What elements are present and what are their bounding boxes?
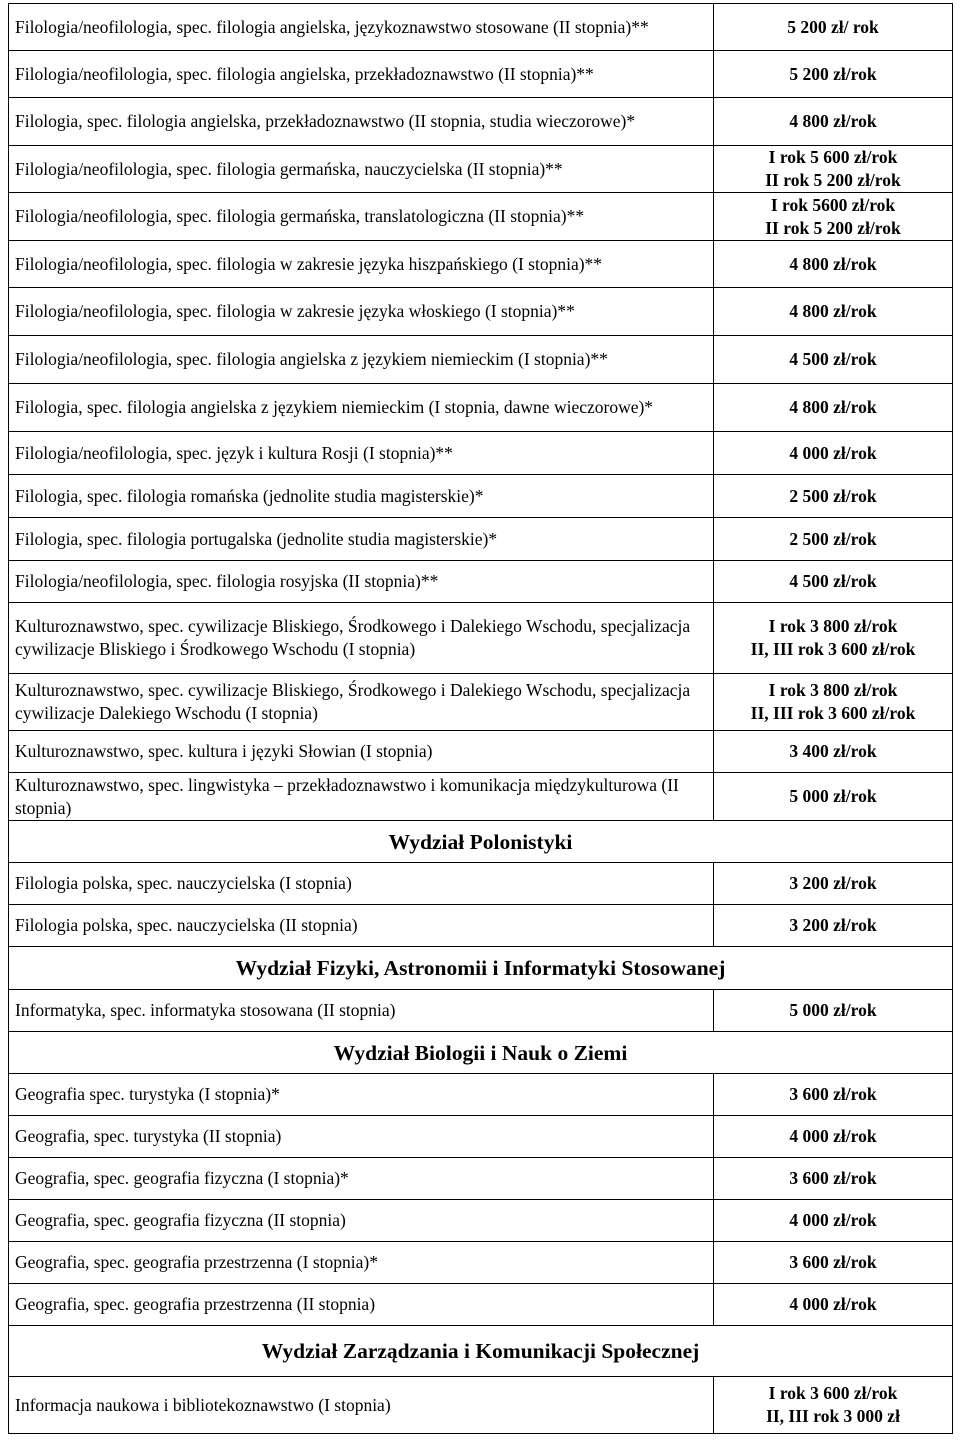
table-row [9, 336, 953, 384]
tuition-fee: 4 000 zł/rok [789, 442, 877, 463]
table-row [9, 603, 953, 674]
table-row [9, 773, 953, 821]
table-row [9, 674, 953, 731]
tuition-fee-cell [714, 518, 953, 561]
tuition-fee-cell [714, 432, 953, 475]
section-title: Wydział Zarządzania i Komunikacji Społecznej [9, 1326, 953, 1377]
tuition-fee-cell [714, 336, 953, 384]
tuition-fee-cell [714, 1074, 953, 1116]
program-name: Geografia, spec. geografia przestrzenna (I stopnia)* [9, 1242, 714, 1284]
section-header-row [9, 1032, 953, 1074]
tuition-fee-cell [714, 241, 953, 288]
tuition-fee-cell [714, 475, 953, 518]
table-row [9, 98, 953, 146]
table-row [9, 4, 953, 51]
table-row [9, 518, 953, 561]
tuition-fee: 4 800 zł/rok [789, 111, 877, 131]
tuition-fee-table-body [9, 4, 953, 1434]
program-name: Filologia, spec. filologia angielska z językiem niemieckim (I stopnia, dawne wieczorowe)* [9, 384, 714, 432]
tuition-fee: 5 200 zł/ rok [787, 16, 879, 37]
table-row [9, 905, 953, 947]
tuition-fee: 4 500 zł/rok [789, 571, 877, 591]
tuition-fee-cell [714, 1158, 953, 1200]
tuition-fee-cell [714, 905, 953, 947]
tuition-fee-cell [714, 98, 953, 146]
tuition-fee-table [8, 3, 953, 1434]
table-row [9, 51, 953, 98]
tuition-fee: 4 800 zł/rok [789, 397, 877, 417]
section-header-row [9, 1326, 953, 1377]
table-row [9, 432, 953, 475]
program-name: Kulturoznawstwo, spec. kultura i języki Słowian (I stopnia) [9, 731, 714, 773]
program-name: Informacja naukowa i bibliotekoznawstwo (I stopnia) [9, 1377, 714, 1434]
section-title: Wydział Fizyki, Astronomii i Informatyki Stosowanej [9, 947, 953, 990]
tuition-fee: 5 200 zł/rok [789, 63, 877, 84]
program-name: Filologia polska, spec. nauczycielska (II stopnia) [9, 905, 714, 947]
tuition-fee-cell [714, 603, 953, 674]
program-name: Filologia/neofilologia, spec. filologia w zakresie języka hiszpańskiego (I stopnia)** [9, 241, 714, 288]
tuition-fee-cell [714, 1200, 953, 1242]
tuition-fee: 4 800 zł/rok [789, 253, 877, 274]
table-row [9, 1158, 953, 1200]
table-row [9, 1074, 953, 1116]
tuition-fee-cell [714, 731, 953, 773]
tuition-fee: I rok 5 600 zł/rok [768, 147, 898, 167]
tuition-fee: 5 000 zł/rok [789, 1000, 877, 1020]
program-name: Filologia/neofilologia, spec. język i kultura Rosji (I stopnia)** [9, 432, 714, 475]
program-name: Kulturoznawstwo, spec. cywilizacje Bliskiego, Środkowego i Dalekiego Wschodu, specjalizacja cywilizacje Bliskiego i Środkowego Wschodu (I stopnia) [9, 603, 714, 674]
table-row [9, 193, 953, 241]
section-header-row [9, 947, 953, 990]
tuition-fee-cell [714, 1284, 953, 1326]
program-name: Kulturoznawstwo, spec. cywilizacje Bliskiego, Środkowego i Dalekiego Wschodu, specjalizacja cywilizacje Dalekiego Wschodu (I stopnia) [9, 674, 714, 731]
program-name: Filologia, spec. filologia angielska, przekładoznawstwo (II stopnia, studia wieczorowe)* [9, 98, 714, 146]
section-title: Wydział Biologii i Nauk o Ziemi [9, 1032, 953, 1074]
tuition-fee: 3 200 zł/rok [789, 915, 877, 935]
tuition-fee-cell [714, 863, 953, 905]
table-row [9, 146, 953, 193]
table-row [9, 288, 953, 336]
tuition-fee: 3 200 zł/rok [789, 873, 877, 893]
program-name: Filologia/neofilologia, spec. filologia angielska z językiem niemieckim (I stopnia)** [9, 336, 714, 384]
tuition-fee: 3 600 zł/rok [789, 1168, 877, 1188]
tuition-fee: I rok 3 600 zł/rok [768, 1383, 898, 1403]
program-name: Geografia, spec. turystyka (II stopnia) [9, 1116, 714, 1158]
tuition-fee-cell [714, 773, 953, 821]
tuition-fee: 3 400 zł/rok [789, 741, 877, 761]
tuition-fee: 2 500 zł/rok [789, 528, 877, 549]
tuition-fee-later-years: II, III rok 3 600 zł/rok [750, 639, 916, 659]
program-name: Filologia/neofilologia, spec. filologia angielska, językoznawstwo stosowane (II stopnia)** [9, 4, 714, 51]
tuition-fee-cell [714, 1116, 953, 1158]
program-name: Filologia/neofilologia, spec. filologia rosyjska (II stopnia)** [9, 561, 714, 603]
tuition-fee: 3 600 zł/rok [789, 1252, 877, 1272]
tuition-fee-cell [714, 51, 953, 98]
program-name: Geografia, spec. geografia fizyczna (II stopnia) [9, 1200, 714, 1242]
section-title: Wydział Polonistyki [9, 821, 953, 863]
section-header-row [9, 821, 953, 863]
table-row [9, 731, 953, 773]
program-name: Filologia polska, spec. nauczycielska (I stopnia) [9, 863, 714, 905]
tuition-fee: 4 800 zł/rok [789, 301, 877, 321]
table-row [9, 990, 953, 1032]
tuition-fee-cell [714, 1242, 953, 1284]
program-name: Filologia/neofilologia, spec. filologia w zakresie języka włoskiego (I stopnia)** [9, 288, 714, 336]
tuition-fee-cell [714, 288, 953, 336]
program-name: Filologia/neofilologia, spec. filologia germańska, nauczycielska (II stopnia)** [9, 146, 714, 193]
table-row [9, 384, 953, 432]
tuition-fee: 4 000 zł/rok [789, 1126, 877, 1146]
table-row [9, 1377, 953, 1434]
tuition-fee: 2 500 zł/rok [789, 485, 877, 506]
tuition-fee-later-years: II rok 5 200 zł/rok [765, 217, 901, 238]
table-row [9, 241, 953, 288]
tuition-fee: 3 600 zł/rok [789, 1084, 877, 1104]
tuition-fee-cell [714, 146, 953, 193]
tuition-fee-later-years: II rok 5 200 zł/rok [765, 170, 901, 190]
tuition-fee-later-years: II, III rok 3 600 zł/rok [750, 703, 916, 723]
tuition-fee-cell [714, 561, 953, 603]
table-row [9, 1284, 953, 1326]
tuition-fee: I rok 3 800 zł/rok [768, 680, 898, 700]
tuition-fee: 5 000 zł/rok [789, 786, 877, 806]
tuition-fee: 4 500 zł/rok [789, 349, 877, 369]
tuition-fee-cell [714, 384, 953, 432]
table-row [9, 475, 953, 518]
table-row [9, 561, 953, 603]
tuition-fee-cell [714, 1377, 953, 1434]
table-row [9, 1116, 953, 1158]
program-name: Filologia/neofilologia, spec. filologia angielska, przekładoznawstwo (II stopnia)** [9, 51, 714, 98]
program-name: Informatyka, spec. informatyka stosowana (II stopnia) [9, 990, 714, 1032]
tuition-fee-cell [714, 674, 953, 731]
tuition-fee: 4 000 zł/rok [789, 1210, 877, 1230]
program-name: Kulturoznawstwo, spec. lingwistyka – przekładoznawstwo i komunikacja międzykulturowa (II stopnia) [9, 773, 714, 821]
table-row [9, 863, 953, 905]
program-name: Filologia, spec. filologia portugalska (jednolite studia magisterskie)* [9, 518, 714, 561]
table-row [9, 1242, 953, 1284]
tuition-fee-cell [714, 990, 953, 1032]
program-name: Geografia spec. turystyka (I stopnia)* [9, 1074, 714, 1116]
program-name: Geografia, spec. geografia fizyczna (I stopnia)* [9, 1158, 714, 1200]
tuition-fee-later-years: II, III rok 3 000 zł [766, 1406, 900, 1426]
tuition-fee: 4 000 zł/rok [789, 1294, 877, 1314]
program-name: Filologia/neofilologia, spec. filologia germańska, translatologiczna (II stopnia)** [9, 193, 714, 241]
tuition-fee-cell [714, 193, 953, 241]
tuition-fee: I rok 5600 zł/rok [770, 194, 896, 215]
table-row [9, 1200, 953, 1242]
program-name: Filologia, spec. filologia romańska (jednolite studia magisterskie)* [9, 475, 714, 518]
program-name: Geografia, spec. geografia przestrzenna (II stopnia) [9, 1284, 714, 1326]
tuition-fee: I rok 3 800 zł/rok [768, 616, 898, 636]
tuition-fee-cell [714, 4, 953, 51]
